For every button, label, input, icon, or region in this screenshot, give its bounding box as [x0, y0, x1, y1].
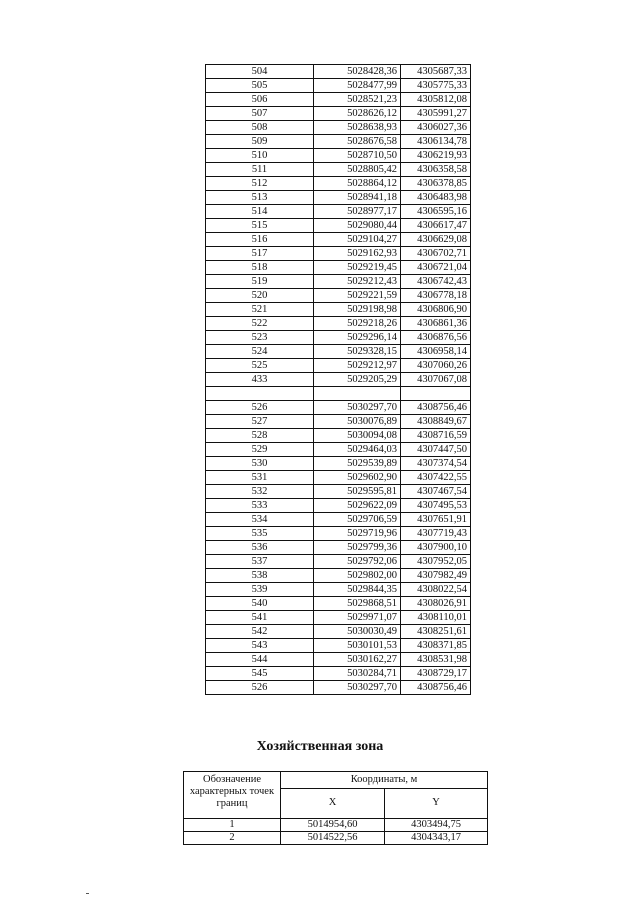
y-coordinate: 4306806,90 [401, 303, 471, 317]
y-coordinate: 4307422,55 [401, 471, 471, 485]
point-number: 535 [206, 527, 314, 541]
x-coordinate: 5030076,89 [314, 415, 401, 429]
coordinate-row [206, 219, 471, 233]
point-number: 433 [206, 373, 314, 387]
coordinate-row [206, 303, 471, 317]
coordinate-row [206, 569, 471, 583]
zone-point-number: 1 [184, 819, 281, 832]
coordinate-row [206, 415, 471, 429]
coordinate-row [206, 597, 471, 611]
coordinate-row [206, 583, 471, 597]
coordinate-row [206, 135, 471, 149]
x-coordinate: 5029602,90 [314, 471, 401, 485]
point-number: 512 [206, 177, 314, 191]
point-number: 533 [206, 499, 314, 513]
coordinate-row [206, 205, 471, 219]
coordinate-row [206, 485, 471, 499]
zone-point-number: 2 [184, 832, 281, 845]
point-number: 507 [206, 107, 314, 121]
y-coordinate: 4306958,14 [401, 345, 471, 359]
coordinate-row [206, 289, 471, 303]
y-coordinate: 4306721,04 [401, 261, 471, 275]
coordinate-row [206, 121, 471, 135]
coordinate-row [206, 317, 471, 331]
y-coordinate: 4306134,78 [401, 135, 471, 149]
zone-x-value: 5014522,56 [281, 832, 385, 845]
y-coordinate: 4308531,98 [401, 653, 471, 667]
y-coordinate: 4305775,33 [401, 79, 471, 93]
scan-mark [86, 893, 89, 894]
point-number: 510 [206, 149, 314, 163]
point-number: 517 [206, 247, 314, 261]
y-coordinate: 4307447,50 [401, 443, 471, 457]
y-coordinate: 4308716,59 [401, 429, 471, 443]
point-number: 526 [206, 681, 314, 695]
point-number: 539 [206, 583, 314, 597]
zone-y-value: 4303494,75 [385, 819, 488, 832]
coordinates-table-body [206, 65, 471, 695]
coordinate-row [206, 177, 471, 191]
point-number: 536 [206, 541, 314, 555]
coordinate-row [206, 625, 471, 639]
coordinate-row [206, 331, 471, 345]
coordinate-row [206, 611, 471, 625]
x-coordinate: 5029539,89 [314, 457, 401, 471]
y-coordinate: 4308729,17 [401, 667, 471, 681]
coordinate-row [206, 275, 471, 289]
point-number: 537 [206, 555, 314, 569]
point-number: 525 [206, 359, 314, 373]
coordinate-row [206, 513, 471, 527]
x-coordinate [314, 387, 401, 401]
y-coordinate: 4307982,49 [401, 569, 471, 583]
y-header: Y [385, 788, 488, 818]
point-number: 541 [206, 611, 314, 625]
point-number: 504 [206, 65, 314, 79]
point-number [206, 387, 314, 401]
point-number: 530 [206, 457, 314, 471]
x-coordinate: 5029971,07 [314, 611, 401, 625]
x-coordinate: 5029868,51 [314, 597, 401, 611]
x-coordinate: 5028977,17 [314, 205, 401, 219]
y-coordinate: 4307060,26 [401, 359, 471, 373]
x-coordinate: 5029212,43 [314, 275, 401, 289]
point-number: 542 [206, 625, 314, 639]
x-coordinate: 5029296,14 [314, 331, 401, 345]
coordinate-row [206, 527, 471, 541]
y-coordinate: 4306861,36 [401, 317, 471, 331]
point-number: 534 [206, 513, 314, 527]
y-coordinate: 4307651,91 [401, 513, 471, 527]
y-coordinate: 4307495,53 [401, 499, 471, 513]
x-coordinate: 5028477,99 [314, 79, 401, 93]
x-coordinate: 5028805,42 [314, 163, 401, 177]
y-coordinate: 4306702,71 [401, 247, 471, 261]
point-number: 508 [206, 121, 314, 135]
coordinate-row [206, 667, 471, 681]
coordinate-row [206, 429, 471, 443]
zone-x-value: 5014954,60 [281, 819, 385, 832]
x-coordinate: 5029162,93 [314, 247, 401, 261]
coordinate-row [206, 65, 471, 79]
coordinate-row [206, 387, 471, 401]
point-number: 522 [206, 317, 314, 331]
x-coordinate: 5029622,09 [314, 499, 401, 513]
coordinate-row [206, 471, 471, 485]
y-coordinate: 4307952,05 [401, 555, 471, 569]
y-coordinate: 4307467,54 [401, 485, 471, 499]
x-coordinate: 5029219,45 [314, 261, 401, 275]
x-coordinate: 5030030,49 [314, 625, 401, 639]
zone-row [184, 832, 488, 845]
x-coordinate: 5029595,81 [314, 485, 401, 499]
y-coordinate: 4306629,08 [401, 233, 471, 247]
x-coordinate: 5029104,27 [314, 233, 401, 247]
point-number: 519 [206, 275, 314, 289]
point-number: 529 [206, 443, 314, 457]
point-number: 527 [206, 415, 314, 429]
point-number: 521 [206, 303, 314, 317]
y-coordinate: 4306595,16 [401, 205, 471, 219]
zone-table [183, 771, 488, 845]
zone-header-row [184, 772, 488, 789]
coordinate-row [206, 247, 471, 261]
point-number: 526 [206, 401, 314, 415]
point-number: 514 [206, 205, 314, 219]
y-coordinate: 4306358,58 [401, 163, 471, 177]
x-coordinate: 5029212,97 [314, 359, 401, 373]
coordinate-row [206, 681, 471, 695]
y-coordinate: 4308849,67 [401, 415, 471, 429]
point-designation-header: Обозначение характерных точек границ [184, 772, 281, 819]
coordinate-row [206, 499, 471, 513]
coordinate-row [206, 373, 471, 387]
y-coordinate: 4307374,54 [401, 457, 471, 471]
x-coordinate: 5029221,59 [314, 289, 401, 303]
x-coordinate: 5028638,93 [314, 121, 401, 135]
point-number: 513 [206, 191, 314, 205]
point-number: 528 [206, 429, 314, 443]
point-number: 538 [206, 569, 314, 583]
x-coordinate: 5029205,29 [314, 373, 401, 387]
y-coordinate: 4307067,08 [401, 373, 471, 387]
coordinate-row [206, 555, 471, 569]
coordinate-row [206, 149, 471, 163]
coordinate-row [206, 639, 471, 653]
x-coordinate: 5028710,50 [314, 149, 401, 163]
coordinate-row [206, 163, 471, 177]
y-coordinate: 4307900,10 [401, 541, 471, 555]
x-coordinate: 5029802,00 [314, 569, 401, 583]
coordinate-row [206, 345, 471, 359]
x-coordinate: 5029844,35 [314, 583, 401, 597]
y-coordinate: 4305687,33 [401, 65, 471, 79]
x-coordinate: 5029328,15 [314, 345, 401, 359]
y-coordinate [401, 387, 471, 401]
coordinate-row [206, 79, 471, 93]
x-coordinate: 5029719,96 [314, 527, 401, 541]
point-number: 520 [206, 289, 314, 303]
coordinates-header: Координаты, м [281, 772, 488, 789]
y-coordinate: 4305991,27 [401, 107, 471, 121]
point-number: 518 [206, 261, 314, 275]
x-coordinate: 5029218,26 [314, 317, 401, 331]
y-coordinate: 4306378,85 [401, 177, 471, 191]
point-number: 511 [206, 163, 314, 177]
y-coordinate: 4308026,91 [401, 597, 471, 611]
y-coordinate: 4308371,85 [401, 639, 471, 653]
coordinate-row [206, 443, 471, 457]
y-coordinate: 4306876,56 [401, 331, 471, 345]
coordinate-row [206, 457, 471, 471]
point-number: 543 [206, 639, 314, 653]
y-coordinate: 4308022,54 [401, 583, 471, 597]
y-coordinate: 4306617,47 [401, 219, 471, 233]
x-coordinate: 5028428,36 [314, 65, 401, 79]
x-header: X [281, 788, 385, 818]
x-coordinate: 5030297,70 [314, 681, 401, 695]
x-coordinate: 5030284,71 [314, 667, 401, 681]
point-number: 544 [206, 653, 314, 667]
coordinate-row [206, 653, 471, 667]
point-number: 524 [206, 345, 314, 359]
y-coordinate: 4307719,43 [401, 527, 471, 541]
x-coordinate: 5028676,58 [314, 135, 401, 149]
y-coordinate: 4306742,43 [401, 275, 471, 289]
point-number: 516 [206, 233, 314, 247]
x-coordinate: 5029464,03 [314, 443, 401, 457]
x-coordinate: 5029792,06 [314, 555, 401, 569]
y-coordinate: 4308251,61 [401, 625, 471, 639]
x-coordinate: 5030297,70 [314, 401, 401, 415]
x-coordinate: 5028521,23 [314, 93, 401, 107]
x-coordinate: 5030094,08 [314, 429, 401, 443]
x-coordinate: 5030162,27 [314, 653, 401, 667]
y-coordinate: 4306483,98 [401, 191, 471, 205]
point-number: 545 [206, 667, 314, 681]
coordinate-row [206, 107, 471, 121]
y-coordinate: 4305812,08 [401, 93, 471, 107]
x-coordinate: 5029706,59 [314, 513, 401, 527]
coordinate-row [206, 401, 471, 415]
point-number: 505 [206, 79, 314, 93]
y-coordinate: 4306219,93 [401, 149, 471, 163]
x-coordinate: 5029080,44 [314, 219, 401, 233]
x-coordinate: 5029799,36 [314, 541, 401, 555]
x-coordinate: 5028941,18 [314, 191, 401, 205]
y-coordinate: 4306027,36 [401, 121, 471, 135]
y-coordinate: 4308756,46 [401, 401, 471, 415]
coordinate-row [206, 233, 471, 247]
y-coordinate: 4306778,18 [401, 289, 471, 303]
zone-title: Хозяйственная зона [256, 739, 384, 754]
coordinate-row [206, 93, 471, 107]
coordinate-row [206, 541, 471, 555]
x-coordinate: 5028626,12 [314, 107, 401, 121]
x-coordinate: 5029198,98 [314, 303, 401, 317]
zone-row [184, 819, 488, 832]
y-coordinate: 4308756,46 [401, 681, 471, 695]
coordinate-row [206, 359, 471, 373]
point-number: 506 [206, 93, 314, 107]
point-number: 540 [206, 597, 314, 611]
x-coordinate: 5030101,53 [314, 639, 401, 653]
coordinate-row [206, 261, 471, 275]
coordinate-row [206, 191, 471, 205]
point-number: 515 [206, 219, 314, 233]
y-coordinate: 4308110,01 [401, 611, 471, 625]
point-number: 531 [206, 471, 314, 485]
coordinates-table [205, 64, 471, 695]
zone-y-value: 4304343,17 [385, 832, 488, 845]
point-number: 532 [206, 485, 314, 499]
x-coordinate: 5028864,12 [314, 177, 401, 191]
point-number: 523 [206, 331, 314, 345]
point-number: 509 [206, 135, 314, 149]
